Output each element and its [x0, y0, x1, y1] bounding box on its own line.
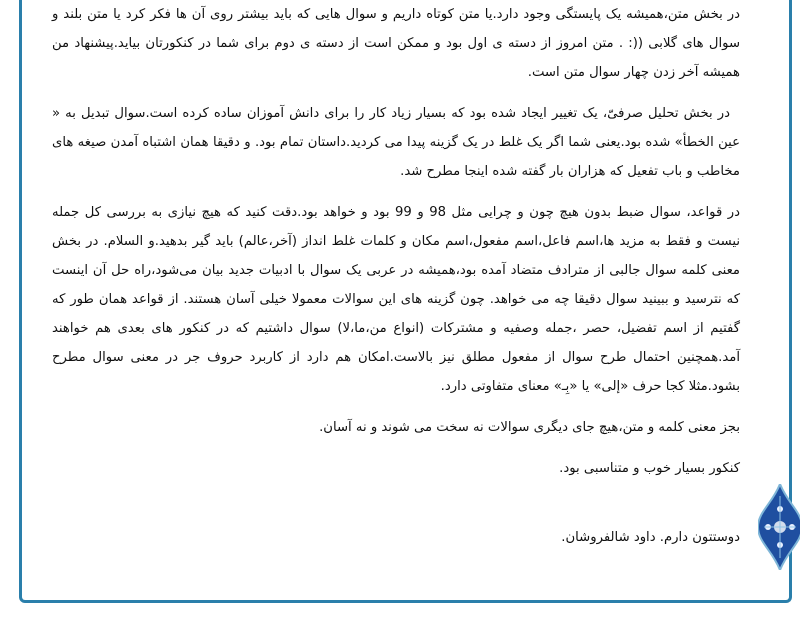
paragraph-conclusion: کنکور بسیار خوب و متناسبی بود. [559, 461, 740, 476]
paragraph-morphology-section: در بخش تحلیل صرفیّ، یک تغییر ایجاد شده بود که بسیار زیاد کار را برای دانش آموزان ساده کرده است.سوال تبدیل به « عین الخطأ» شده بود.یعنی شما اگر یک غلط در یک گزینه پیدا می کردید.داستان تمام بود. و دقیقا همان اشتباه آمدن صیغه های مخاطب و باب تفعیل که هزاران بار گفته شده اینجا مطرح شد. [52, 106, 740, 179]
decorative-tile-ornament-icon [758, 484, 800, 570]
paragraph-text-section: در بخش متن،همیشه یک پایستگی وجود دارد.یا متن کوتاه داریم و سوال هایی که باید بیشتر روی آن ها فکر کرد یا متن بلند و سوال های گلابی ((: . متن امروز از دسته ی اول بود و ممکن است از دسته ی دوم برای شما در کنکورتان بیاید.پیشنهاد من همیشه آخر زدن چهار سوال متن است. [52, 7, 740, 80]
paragraph-difficulty: بجز معنی کلمه و متن،هیچ جای دیگری سوالات نه سخت می شوند و نه آسان. [319, 420, 740, 435]
signature: دوستتون دارم. داود شالفروشان. [561, 530, 740, 545]
article-body [52, 0, 740, 564]
paragraph-grammar-section: در قواعد، سوال ضبط بدون هیچ چون و چرایی مثل 98 و 99 بود و خواهد بود.دقت کنید که هیچ نیازی به بررسی کل جمله نیست و فقط به مزید ها،اسم فاعل،اسم مفعول،اسم مکان و کلمات غلط انداز (آخر،عالم) باید گیر بدهید.و السلام. در بخش معنی کلمه سوال جالبی از مترادف متضاد آمده بود،همیشه در عربی یک سوال با ادبیات جدید بیان می‌شود،راه حل آن اینست که نترسید و ببینید سوال دقیقا چه می خواهد. چون گزینه های این سوالات معمولا خیلی آسان هستند. از قواعد همان طور که گفتیم از اسم تفضیل، حصر ،جمله وصفیه و مشترکات (انواع من،ما،لا) سوال داشتیم که در کنکور های بعدی هم خواهند آمد.همچنین احتمال طرح سوال از مفعول مطلق نیز بالاست.امکان هم دارد از کاربرد حروف جر در معنی سوال مطرح بشود.مثلا کجا حرف «إلی» یا «بِـ» معنای متفاوتی دارد. [52, 205, 741, 394]
